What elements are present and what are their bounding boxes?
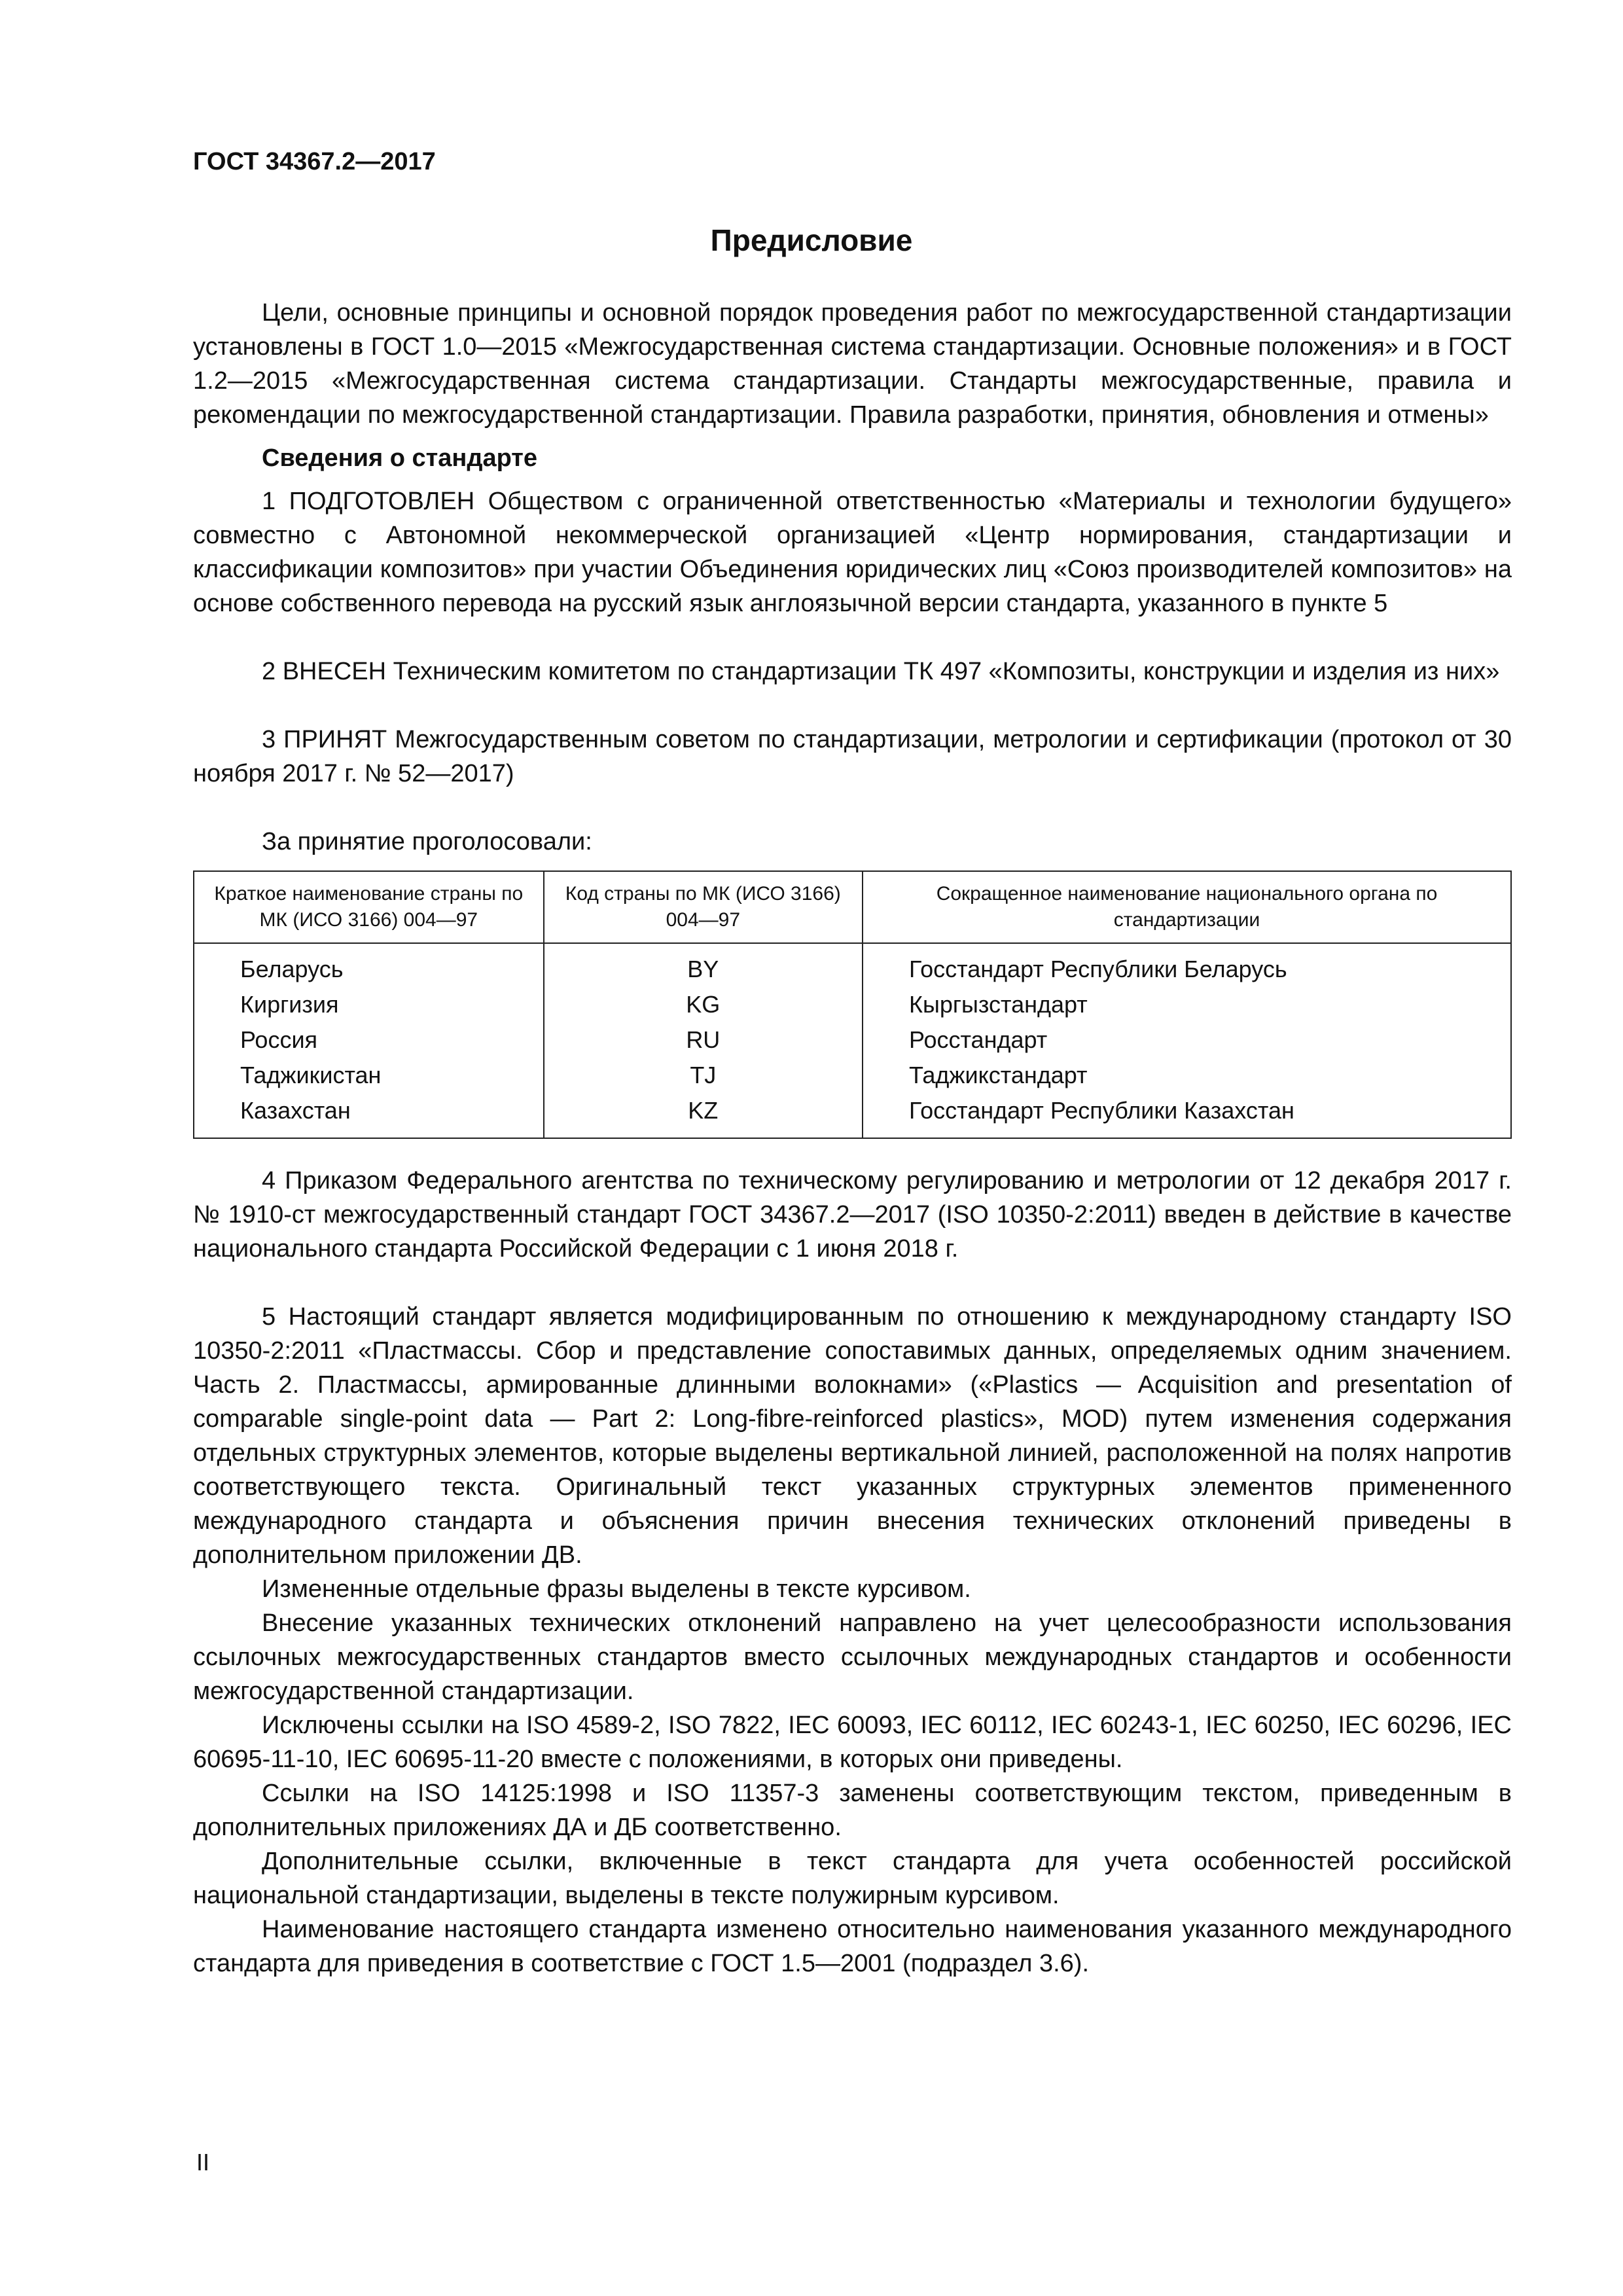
page-title: Предисловие (710, 223, 913, 257)
intro-paragraph: Цели, основные принципы и основной порядок проведения работ по межгосударственной стандартизации установлены в ГОСТ 1.0—2015 «Межгосударственная система стандартизации. Основные положения» и в ГОСТ 1.2—2015 «Межгосударственная система стандартизации. Стандарты межгосударственные, правила и рекомендации по межгосударственной стандартизации. Правила разработки, принятия, обновления и отмены» (193, 299, 1512, 429)
item-5-deviations-note: Внесение указанных технических отклонений направлено на учет целесообразности использования ссылочных межгосударственных стандартов вместо ссылочных международных стандартов и особенности межгосударственной стандартизации. (193, 1609, 1512, 1705)
code-cell: TJ (544, 1058, 863, 1093)
item-1-paragraph: 1 ПОДГОТОВЛЕН Обществом с ограниченной ответственностью «Материалы и технологии будущего» совместно с Автономной некоммерческой организацией «Центр нормирования, стандартизации и классификации композитов» при участии Объединения юридических лиц «Союз производителей композитов» на основе собственного перевода на русский язык англоязычной версии стандарта, указанного в пункте 5 (193, 488, 1512, 617)
country-cell: Беларусь (194, 943, 544, 987)
code-cell: BY (544, 943, 863, 987)
code-cell: RU (544, 1022, 863, 1058)
item-3-paragraph: 3 ПРИНЯТ Межгосударственным советом по стандартизации, метрологии и сертификации (протокол от 30 ноября 2017 г. № 52—2017) (193, 726, 1512, 787)
code-cell: KG (544, 987, 863, 1022)
agency-cell: Госстандарт Республики Казахстан (863, 1093, 1511, 1138)
page-number: II (196, 2149, 210, 2176)
table-row (194, 1093, 1511, 1138)
item-4-paragraph: 4 Приказом Федерального агентства по техническому регулированию и метрологии от 12 декабря 2017 г. № 1910-ст межгосударственный стандарт ГОСТ 34367.2—2017 (ISO 10350-2:2011) введен в действие в качестве национального стандарта Российской Федерации с 1 июня 2018 г. (193, 1167, 1512, 1263)
vote-table (193, 870, 1512, 1139)
item-5-additional-refs: Дополнительные ссылки, включенные в текст стандарта для учета особенностей российской национальной стандартизации, выделены в тексте полужирным курсивом. (193, 1848, 1512, 1909)
agency-cell: Кыргызстандарт (863, 987, 1511, 1022)
vote-intro: За принятие проголосовали: (262, 828, 592, 855)
item-5-italic-note: Измененные отдельные фразы выделены в тексте курсивом. (262, 1575, 971, 1603)
agency-cell: Таджикстандарт (863, 1058, 1511, 1093)
column-header-country: Краткое наименование страны по МК (ИСО 3166) 004—97 (194, 871, 544, 943)
column-header-agency: Сокращенное наименование национального органа по стандартизации (863, 871, 1511, 943)
country-cell: Казахстан (194, 1093, 544, 1138)
item-5-title-change: Наименование настоящего стандарта изменено относительно наименования указанного международного стандарта для приведения в соответствие с ГОСТ 1.5—2001 (подраздел 3.6). (193, 1916, 1512, 1977)
column-header-code: Код страны по МК (ИСО 3166) 004—97 (544, 871, 863, 943)
country-cell: Россия (194, 1022, 544, 1058)
table-row (194, 1022, 1511, 1058)
table-row (194, 1058, 1511, 1093)
table-row (194, 943, 1511, 987)
item-2-paragraph: 2 ВНЕСЕН Техническим комитетом по стандартизации ТК 497 «Композиты, конструкции и изделия из них» (262, 658, 1500, 685)
agency-cell: Госстандарт Республики Беларусь (863, 943, 1511, 987)
country-cell: Киргизия (194, 987, 544, 1022)
document-body (193, 296, 1512, 1981)
item-5-excluded-refs: Исключены ссылки на ISO 4589-2, ISO 7822, IEC 60093, IEC 60112, IEC 60243-1, IEC 60250, IEC 60296, IEC 60695-11-10, IEC 60695-11-20 вместе с положениями, в которых они приведены. (193, 1712, 1512, 1773)
section-subheading: Сведения о стандарте (262, 444, 538, 472)
standard-code: ГОСТ 34367.2—2017 (193, 148, 436, 175)
vote-table-header-row (194, 871, 1511, 943)
agency-cell: Росстандарт (863, 1022, 1511, 1058)
country-cell: Таджикистан (194, 1058, 544, 1093)
item-5-paragraph: 5 Настоящий стандарт является модифицированным по отношению к международному стандарту ISO 10350-2:2011 «Пластмассы. Сбор и представление сопоставимых данных, определяемых одним значением. Часть 2. Пластмассы, армированные длинными волокнами» («Plastics — Acquisition and presentation of comparable single-point data — Part 2: Long-fibre-reinforced plastics», MOD) путем изменения содержания отдельных структурных элементов, которые выделены вертикальной линией, расположенной на полях напротив соответствующего текста. Оригинальный текст указанных структурных элементов примененного международного стандарта и объяснения причин внесения технических отклонений приведены в дополнительном приложении ДВ. (193, 1303, 1512, 1569)
table-row (194, 987, 1511, 1022)
code-cell: KZ (544, 1093, 863, 1138)
item-5-replaced-refs: Ссылки на ISO 14125:1998 и ISO 11357-3 заменены соответствующим текстом, приведенным в дополнительных приложениях ДА и ДБ соответственно. (193, 1780, 1512, 1841)
